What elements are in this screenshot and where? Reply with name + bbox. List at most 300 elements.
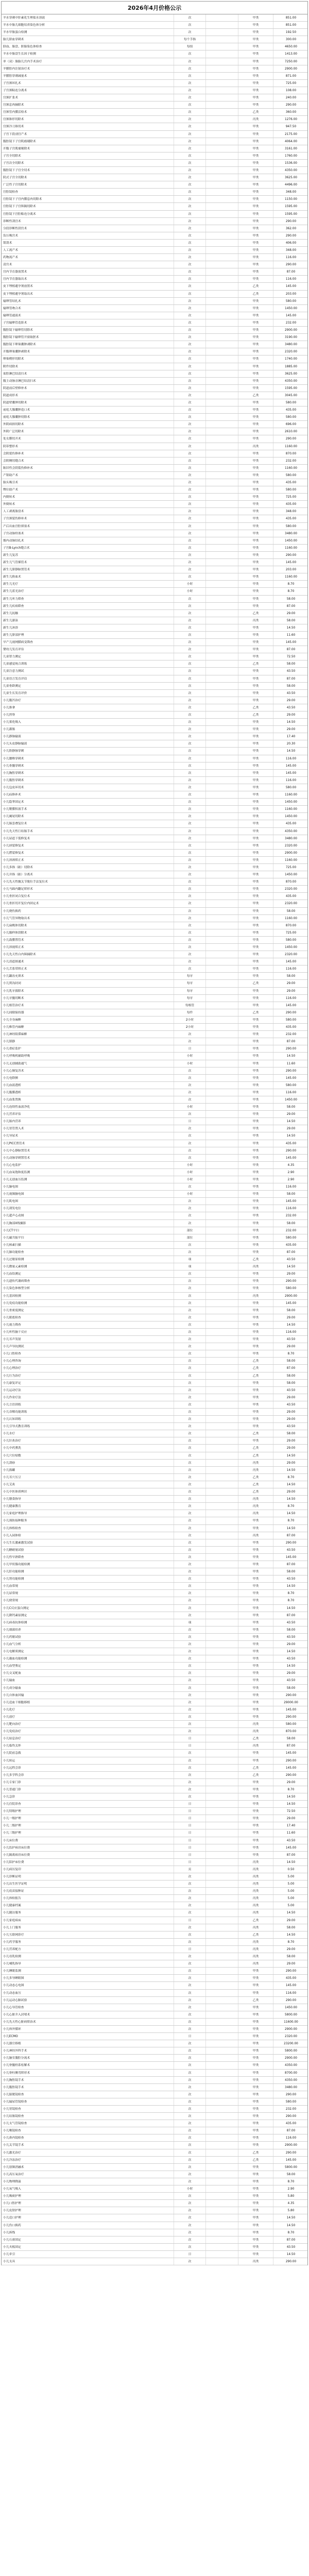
item-level: 甲类	[238, 14, 273, 21]
item-note	[206, 355, 238, 362]
item-level: 甲类	[238, 305, 273, 312]
item-level: 甲类	[238, 1852, 273, 1858]
item-level: 甲类	[238, 770, 273, 776]
item-unit: 次	[174, 1140, 206, 1147]
item-note	[206, 726, 238, 733]
item-name: 小儿喉镜检查	[2, 2127, 174, 2134]
item-name: 小儿腹腔镜手术	[2, 2084, 174, 2091]
item-price: 43.50	[286, 1657, 296, 1661]
item-unit: 次	[174, 777, 206, 784]
table-row	[2, 435, 307, 443]
table-row	[2, 871, 307, 878]
item-unit: 次	[174, 653, 206, 660]
item-level: 甲类	[238, 1982, 273, 1989]
item-unit: 次	[174, 203, 206, 210]
item-unit: 次	[174, 1343, 206, 1350]
item-note	[206, 1104, 238, 1110]
table-row	[2, 276, 307, 283]
item-price: 43.50	[286, 1338, 296, 1342]
item-price: 406.00	[285, 241, 297, 245]
table-row	[2, 2004, 307, 2011]
table-row	[2, 828, 307, 835]
item-price: 1413.00	[285, 53, 297, 56]
item-unit: 次	[174, 2127, 206, 2134]
item-note	[206, 312, 238, 319]
item-unit: 次	[174, 1314, 206, 1321]
item-level: 甲类	[238, 762, 273, 769]
item-note	[206, 1721, 238, 1727]
item-note	[206, 1263, 238, 1270]
table-row	[2, 958, 307, 965]
item-price: 435.00	[285, 503, 297, 506]
item-price: 851.00	[285, 24, 297, 27]
item-price: 725.00	[285, 496, 297, 499]
item-price: 300.00	[285, 38, 297, 42]
item-level: 甲类	[238, 1597, 273, 1604]
item-price: 1160.00	[285, 793, 297, 797]
item-price: 435.00	[285, 409, 297, 412]
item-level: 甲类	[238, 225, 273, 232]
item-unit: 次	[174, 196, 206, 202]
item-unit: 次	[174, 2062, 206, 2069]
item-name: 小儿特级护理	[2, 1808, 174, 1815]
item-note	[206, 73, 238, 79]
table-row	[2, 1902, 307, 1909]
item-unit: 次	[174, 1888, 206, 1894]
table-row	[2, 632, 307, 639]
item-level: 甲类	[238, 1118, 273, 1125]
item-level: 甲类	[238, 1270, 273, 1277]
item-note	[206, 1285, 238, 1292]
item-name: 小儿鞘膜积液手术	[2, 806, 174, 812]
table-row	[2, 1416, 307, 1423]
table-row	[2, 1293, 307, 1300]
table-row	[2, 951, 307, 958]
item-price: 11.60	[286, 1062, 296, 1065]
table-row	[2, 1198, 307, 1205]
item-level: 甲类	[238, 588, 273, 595]
item-price: 2900.00	[285, 67, 297, 71]
item-note	[206, 1198, 238, 1205]
item-level: 甲类	[238, 965, 273, 972]
item-name: 小儿尿常规	[2, 1590, 174, 1597]
table-row	[2, 319, 307, 327]
item-unit: 次	[174, 1329, 206, 1335]
item-price: 240.00	[285, 96, 297, 100]
item-unit: 次	[174, 596, 206, 602]
item-note	[206, 29, 238, 36]
item-note	[206, 900, 238, 907]
item-name: 小儿成分输血	[2, 1685, 174, 1691]
item-price: 87.00	[286, 648, 296, 652]
item-note	[206, 1437, 238, 1444]
item-level: 丙类	[238, 1873, 273, 1880]
item-note	[206, 14, 238, 21]
item-unit: 次	[174, 675, 206, 682]
item-level: 甲类	[238, 668, 273, 674]
table-row	[2, 1329, 307, 1336]
item-level: 乙类	[238, 1365, 273, 1371]
item-name: 小儿电解质测定	[2, 1648, 174, 1655]
item-name: 小儿冷冻治疗	[2, 2157, 174, 2163]
item-price: 29.00	[286, 989, 296, 993]
item-note	[206, 1706, 238, 1713]
item-unit: 次	[174, 291, 206, 297]
item-level: 甲类	[238, 152, 273, 159]
item-note	[206, 1423, 238, 1430]
item-note	[206, 1038, 238, 1045]
item-name: 小儿预防接种服务	[2, 1517, 174, 1524]
item-note	[206, 1176, 238, 1183]
item-name: 小儿静脉输液	[2, 733, 174, 740]
item-unit: 次	[174, 1111, 206, 1117]
item-unit: 次	[174, 138, 206, 145]
item-price: 14.50	[286, 1665, 296, 1668]
item-note	[206, 639, 238, 646]
item-unit: 次	[174, 559, 206, 566]
item-name: 负压吸宫术	[2, 232, 174, 239]
item-name: 小儿超声心动图	[2, 1212, 174, 1219]
item-note	[206, 363, 238, 370]
item-note	[206, 545, 238, 551]
item-unit: 次	[174, 1779, 206, 1786]
item-price: 116.00	[285, 1185, 297, 1189]
item-note	[206, 261, 238, 268]
item-name: 小儿动态心电图	[2, 1982, 174, 1989]
item-name: 小儿头皮静脉输液	[2, 740, 174, 747]
item-name: 髂内动脉结扎术	[2, 537, 174, 544]
item-unit: 次	[174, 1757, 206, 1764]
item-price: 1595.00	[285, 386, 297, 390]
item-name: 新生儿疾病筛查	[2, 603, 174, 609]
item-unit: 次	[174, 327, 206, 333]
item-price: 290.00	[285, 1069, 297, 1073]
table-row	[2, 1859, 307, 1866]
item-name: 小儿普通门诊	[2, 1786, 174, 1793]
table-row	[2, 1575, 307, 1583]
item-price: 58.00	[286, 619, 296, 622]
item-unit: 日	[174, 1852, 206, 1858]
item-level: 甲类	[238, 1619, 273, 1626]
item-note	[206, 1677, 238, 1684]
item-price: 14.50	[286, 1483, 296, 1486]
item-price: 1276.00	[285, 118, 297, 122]
item-note	[206, 450, 238, 457]
item-unit: 次	[174, 29, 206, 36]
item-level: 丙类	[238, 1866, 273, 1873]
item-note	[206, 58, 238, 65]
item-level: 甲类	[238, 1401, 273, 1408]
item-note	[206, 770, 238, 776]
item-price: 29.00	[286, 1919, 296, 1922]
item-price: 116.00	[285, 1091, 297, 1094]
item-name: 小儿包皮环切术	[2, 784, 174, 791]
item-level: 甲类	[238, 1583, 273, 1589]
item-unit: 次	[174, 1721, 206, 1727]
item-name: 新生儿游泳	[2, 617, 174, 624]
item-unit: 次	[174, 305, 206, 312]
table-row	[2, 1496, 307, 1503]
item-name: 小儿腹泻治疗	[2, 697, 174, 704]
item-level: 甲类	[238, 1975, 273, 1981]
item-unit: 次	[174, 1460, 206, 1466]
item-price: 4350.00	[285, 168, 297, 172]
item-note	[206, 1430, 238, 1437]
item-note	[206, 660, 238, 667]
item-level: 甲类	[238, 755, 273, 762]
table-row	[2, 1583, 307, 1590]
item-note	[206, 762, 238, 769]
item-unit: 次	[174, 2120, 206, 2127]
table-row	[2, 2149, 307, 2157]
item-unit: 次	[174, 370, 206, 377]
table-row	[2, 639, 307, 646]
item-price: 87.00	[286, 604, 296, 608]
item-name: 前庭大腺囊肿造口术	[2, 406, 174, 413]
table-row	[2, 770, 307, 777]
item-price: 17.40	[286, 735, 296, 739]
item-price: 116.00	[285, 968, 297, 971]
item-note	[206, 980, 238, 987]
item-name: 小儿作业疗法	[2, 1394, 174, 1401]
item-name: 小儿牵引	[2, 2251, 174, 2258]
item-unit: 次	[174, 799, 206, 805]
item-level: 甲类	[238, 334, 273, 341]
item-unit: 日	[174, 1808, 206, 1815]
item-note	[206, 1699, 238, 1706]
item-note	[206, 1765, 238, 1771]
item-note	[206, 1641, 238, 1648]
table-row	[2, 1430, 307, 1437]
item-price: 14.50	[286, 721, 296, 724]
item-unit: 次	[174, 160, 206, 166]
table-row	[2, 690, 307, 697]
table-row	[2, 1663, 307, 1670]
item-price: 2900.00	[285, 2057, 297, 2060]
table-row	[2, 22, 307, 29]
item-level: 乙类	[238, 1931, 273, 1938]
item-price: 145.00	[285, 1004, 297, 1007]
item-unit: 次	[174, 660, 206, 667]
table-row	[2, 929, 307, 937]
item-name: 小儿牙髓切断术	[2, 995, 174, 1002]
item-unit: 次	[174, 639, 206, 646]
item-note	[206, 1234, 238, 1241]
item-name: 小儿营养配方	[2, 1946, 174, 1953]
item-price: 8.70	[287, 1940, 295, 1944]
item-level: 甲类	[238, 2004, 273, 2011]
item-price: 58.00	[286, 1737, 296, 1741]
item-unit: 次	[174, 893, 206, 900]
item-name: 小儿吸痰护理	[2, 2193, 174, 2199]
item-name: 小儿肝功能检测	[2, 1568, 174, 1575]
item-level: 乙类	[238, 1765, 273, 1771]
item-price: 5.00	[287, 1875, 295, 1878]
item-price: 2.90	[287, 2188, 295, 2191]
item-level: 甲类	[238, 232, 273, 239]
item-level: 甲类	[238, 1634, 273, 1640]
item-level: 丙类	[238, 1503, 273, 1510]
item-name: 宫颈息肉摘除术	[2, 101, 174, 108]
item-name: 外倒转术	[2, 501, 174, 507]
table-row	[2, 268, 307, 276]
item-name: 内倒转术	[2, 494, 174, 500]
item-note	[206, 711, 238, 718]
item-name: 小儿先天性白内障摘除术	[2, 951, 174, 958]
item-name: 小儿血型鉴定	[2, 1663, 174, 1669]
item-level: 丙类	[238, 1960, 273, 1967]
item-price: 435.00	[285, 895, 297, 899]
item-note	[206, 719, 238, 725]
item-price: 2320.00	[285, 350, 297, 354]
item-price: 14.50	[286, 1134, 296, 1138]
item-note	[206, 1162, 238, 1168]
item-unit: 小时	[174, 1060, 206, 1067]
item-name: 外阴广泛切除术	[2, 428, 174, 435]
table-row	[2, 1285, 307, 1292]
table-row	[2, 203, 307, 210]
table-row	[2, 748, 307, 755]
table-row	[2, 2171, 307, 2178]
item-name: 小儿氧气吸入	[2, 2185, 174, 2192]
table-row	[2, 305, 307, 312]
item-price: 11.60	[286, 1832, 296, 1835]
item-unit: 小时	[174, 1169, 206, 1176]
item-name: 小儿窝沟封闭	[2, 980, 174, 987]
item-level: 丙类	[238, 1467, 273, 1473]
item-unit: 次	[174, 784, 206, 791]
item-level: 甲类	[238, 1242, 273, 1248]
item-level: 乙类	[238, 392, 273, 399]
item-level: 甲类	[238, 261, 273, 268]
item-price: 145.00	[285, 314, 297, 317]
item-price: 72.50	[286, 1810, 296, 1814]
item-note	[206, 1975, 238, 1981]
table-row	[2, 181, 307, 189]
item-level: 甲类	[238, 639, 273, 646]
item-price: 203.00	[285, 568, 297, 572]
table-row	[2, 1024, 307, 1031]
item-name: 小儿动态血压	[2, 1990, 174, 1996]
table-row	[2, 1358, 307, 1365]
table-row	[2, 1016, 307, 1024]
item-level: 丙类	[238, 1895, 273, 1902]
item-name: 小儿膀胱镜检查	[2, 2091, 174, 2098]
item-name: 小儿病历复印	[2, 1866, 174, 1873]
item-level: 乙类	[238, 1430, 273, 1437]
item-level: 甲类	[238, 1285, 273, 1292]
table-row	[2, 138, 307, 145]
item-unit: 次	[174, 80, 206, 87]
item-unit: 次	[174, 1641, 206, 1648]
item-level: 甲类	[238, 2185, 273, 2192]
item-name: 小儿脑室腹腔分流术	[2, 2055, 174, 2061]
table-row	[2, 646, 307, 653]
item-name: 小儿互联网诊疗	[2, 1931, 174, 1938]
item-price: 116.00	[285, 996, 297, 1000]
item-unit: 次	[174, 1765, 206, 1771]
item-level: 甲类	[238, 211, 273, 217]
item-level: 甲类	[238, 101, 273, 108]
item-unit: 次	[174, 254, 206, 261]
item-name: 新生儿复苏	[2, 552, 174, 558]
item-level: 甲类	[238, 1539, 273, 1546]
item-name: 小儿引导式教育训练	[2, 1423, 174, 1430]
item-name: 单（双）胎胎儿宫内手术治疗	[2, 58, 174, 65]
table-row	[2, 1728, 307, 1735]
item-unit: 次	[174, 813, 206, 820]
item-unit: 次	[174, 2142, 206, 2148]
item-unit: 次	[174, 472, 206, 479]
item-name: 小儿并指（趾）分离术	[2, 871, 174, 878]
item-note	[206, 2149, 238, 2156]
item-note	[206, 1880, 238, 1887]
item-level: 甲类	[238, 479, 273, 486]
item-name: 新生儿脐静脉置管术	[2, 566, 174, 573]
item-name: 儿童注意力测试	[2, 668, 174, 674]
item-price: 14.50	[286, 1512, 296, 1516]
table-row	[2, 886, 307, 893]
item-price: 58.00	[286, 1193, 296, 1196]
item-note	[206, 291, 238, 297]
item-note	[206, 2113, 238, 2120]
item-note	[206, 2106, 238, 2112]
item-name: 小儿全身麻醉	[2, 1016, 174, 1023]
item-note	[206, 1329, 238, 1335]
item-note	[206, 828, 238, 835]
item-unit: 次	[174, 225, 206, 232]
item-level: 甲类	[238, 2200, 273, 2207]
table-row	[2, 1104, 307, 1111]
item-name: 小儿隐睾固定术	[2, 799, 174, 805]
item-price: 43.50	[286, 1258, 296, 1262]
item-level: 甲类	[238, 319, 273, 326]
item-note	[206, 341, 238, 348]
item-note	[206, 189, 238, 195]
item-unit: 每组	[174, 43, 206, 50]
item-note	[206, 653, 238, 660]
item-unit: 次	[174, 1416, 206, 1422]
item-note	[206, 1597, 238, 1604]
table-row	[2, 1474, 307, 1481]
item-level: 乙类	[238, 1917, 273, 1924]
item-price: 4.35	[287, 1163, 295, 1167]
table-row	[2, 1111, 307, 1118]
item-level: 甲类	[238, 1002, 273, 1009]
item-note	[206, 755, 238, 762]
item-level: 甲类	[238, 1249, 273, 1256]
table-row	[2, 465, 307, 472]
item-note	[206, 1692, 238, 1699]
item-note	[206, 327, 238, 333]
table-row	[2, 1350, 307, 1358]
item-unit: 次	[174, 1685, 206, 1691]
item-unit: 次	[174, 1067, 206, 1074]
table-row	[2, 443, 307, 450]
item-note	[206, 675, 238, 682]
item-level: 甲类	[238, 2062, 273, 2069]
item-price: 580.00	[285, 1236, 297, 1240]
item-name: 小儿阑尾切除术	[2, 813, 174, 820]
item-unit: 次	[174, 1350, 206, 1357]
table-row	[2, 1837, 307, 1844]
table-row	[2, 1844, 307, 1852]
table-row	[2, 2185, 307, 2193]
item-note	[206, 2251, 238, 2258]
item-note	[206, 973, 238, 979]
item-name: 小儿乳牙拔除术	[2, 988, 174, 994]
item-unit: 次	[174, 864, 206, 871]
